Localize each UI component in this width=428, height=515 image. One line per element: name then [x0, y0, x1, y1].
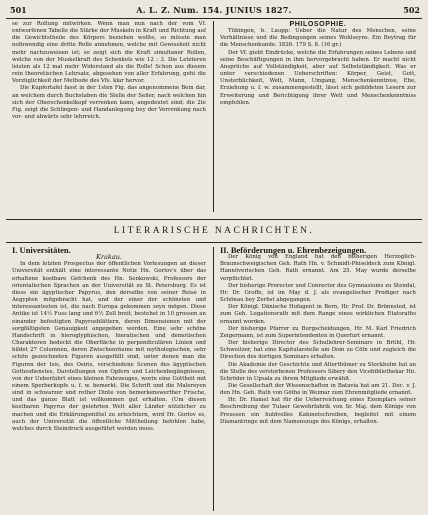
review-text: Der Vf. giebt Eindrücke, welche die Erfahrungen seines Lebens und seine Beschäftigungen in ihm hervorgebracht haben. Er macht nicht Ansprüche auf Vollständigkeit, aber auf Selbstständigkeit. Was er unter verschiedenen Ueberschriften: Körper, Geist, Gott, Unsterblichkeit, Welt, Mann, Umgang, Menschenkenntniss, Ehe, Erziehung u. f. w. zusammengestellt, lässt sich gebildeten Lesern zur Erweiterung und Berichtigung ihrer Welt und Menschenkenntniss empfehlen.: [220, 49, 416, 106]
page-number-right: 502: [403, 5, 420, 15]
philosophy-heading: PHILOSOPHIE.: [289, 21, 347, 28]
column-divider-bottom: [213, 247, 214, 511]
right-bottom-column: [220, 247, 416, 511]
universities-heading: I. Universitäten.: [12, 247, 71, 255]
notice: Die Gesellschaft der Wissenschaften in Batavia hat am 21. Dec. v. J. den Hn. Geh. Rath von Göthe in Weimar zum Ehrenmitgliede ernannt.: [220, 382, 416, 397]
section-rule-top: [6, 219, 422, 220]
review-citation: Tübingen, b. Laupp: Ueber die Natur des Menschen, seine Verhältnisse und die Bedingungen seines Wohlseyns. Ein Beytrag für die Menschenkunde. 1826. 179 S. 8. (16 gr.): [220, 28, 416, 49]
left-top-column: [12, 21, 206, 212]
right-top-column: [220, 21, 416, 212]
paragraph: In dem letzten Prospectus der öffentlichen Vorlesungen an dieser Universität enthält eine interessante Notiz Hn. Gorlov's über das erhaltene kostbare Gefchenk des Hn. Senkowski, Professors der orientalischen Sprachen an der Universität zu St. Petersburg. Es ist diess ein ägyptischer Papyrus, den derselbe von seiner Reise in Aegypten mitgebracht hat, und der einer der schönsten und interessantesten ist, die nach Europa gekommen seyn mögen. Diese Antike ist 14½ Fuss lang und 6½ Zoll breit, bestehet in 10 grossen an einander befestigten Papyrusblättern, deren Dimensionen mit der sorgfältigsten Genauigkeit angegeben werden. Eine sehr schöne Handschrift in hieroglyphischen, hieratischen und demotischen Charakteren bedeckt die Oberfläche in perpendiculären Linien und bildet 27 Columnen, deren Zwischenräume mit mythologischen, sehr schön gezeichneten Figuren ausgefüllt sind, unter denen man die Figuren der Isis, des Osiris, verschiedene Scenen des ägyptischen Gottesdienstes, Darstellungen von Opfern und Leichenbegängnissen, von der Ueberfahrt eines kleinen Fahrzeuges, worin eine Gottheit mit einem Sperberkopfe u. f. w. bemerkt. Die Schrift und die Malereyen sind in schwarzer und rother Dinte von bemerkenswerther Frische, und das ganze Blatt ist vollkommen gut erhalten. (Um diesen kostbaren Papyrus der gelehrten Welt aller Länder nützlicher zu machen und die Erklärungsmittel zu erleichtern, wird Hr. Gorlov es, auch der Universität die öffentliche Mittheilung befohlen habe, welches durch Steindruck ausgeführt werden muss.: [12, 261, 206, 432]
promotions-heading: II. Beförderungen u. Ehrenbezeigungen.: [220, 247, 367, 255]
notice: Der bisherige Prorector und Conrector des Gymnasiums zu Stendal, Hr. Dr. Groffe, ist im May d. J. als evangelischer Prediger nach Schönau bey Zerbst abgegangen.: [220, 282, 416, 304]
section-title: LITERARISCHE NACHRICHTEN.: [113, 226, 315, 236]
notice: Hr. Dr. Hamel hat für die Ueberreichung eines Exemplars seiner Beschreibung der Tulaer Gewehrfabrik von Sr. Maj. dem Könige von Preussen ein huldvolles Kabinetschreiben, begleitet mit einem Diamantringe mit dem Namenszuge des Königs, erhalten.: [220, 397, 416, 425]
paragraph: Die Kupfertafel fasst in der 1sten Fig. das angenommene Bein dar, an welchem durch Buchstaben die Stelle der Seiler, nach welchen hin sich der Oberschenkelkopf verrenken kann, angedeutet sind; die 2te Fig. zeigt die Schlingen- und Handanlegung bey der Verrenkung nach vor- und abwärts sehr lehrreich.: [12, 85, 206, 121]
header-rule: [6, 18, 422, 19]
journal-title: A. L. Z. Num. 154. JUNIUS 1827.: [136, 5, 292, 15]
notice: Der Königl. Dänische Hofagent in Bern, Hr. Prof. Dr. Brönnsted, ist zum Geh. Legationsrath mit dem Range eines wirklichen Etatsraths ernannt worden.: [220, 304, 416, 325]
city-heading: Krakau.: [96, 253, 122, 262]
section-rule-bottom: [6, 242, 422, 243]
column-divider-top: [213, 21, 214, 212]
notice: Der bisherige Director des Schullehrer-Seminars in Brühl, Hr. Schweitzer, hat eine Kapitularstelle am Dom zu Cöln und zugleich die Direction des dortigen Seminars erhalten.: [220, 340, 416, 361]
left-bottom-column: [12, 247, 206, 511]
notice: Die Akademie der Geschichte und Alterthümer zu Stockholm hat an die Stelle des verstorbenen Professors Sibery den Vicebibliothekar Hn. Schröder in Upsala zu ihrem Mitgliede erwählt.: [220, 361, 416, 382]
page-number-left: 501: [10, 5, 27, 15]
paragraph: se zur Rollung mitwirken. Wenn man nun nach der vom Vf. entworfenen Tabelle die Stärke der Muskeln in Kraft und Richtung auf die Gewichtstheile des Körpers beziehen wollte, so müsste man nothwendig eine dritte Rolle annehmen, welche mit Gewissheit nicht mehr nachzuweisen ist; so zeigt sich die Kraft simultaner Rollen, welche von der Muskelkraft des Schenkels wie 12 : 3. Die Letzteren leisten als 12 mal mehr Widerstand als die Rolle! Schon aus diesem rein theoretischen Lehrsatz, abgesehen von aller Erfahrung, geht die Vorzüglichkeit der Methode des Vfs. klar hervor.: [12, 21, 206, 85]
page-header: [6, 5, 422, 17]
notice: Der bisherige Pfarrer zu Burgscheidungen, Hr. M. Karl Friedrich Zeigermann, ist zum Superintendenten in Querfurt ernannt.: [220, 325, 416, 339]
notice: Der König von England hat den bisherigen Herzoglich-Braunschweigischen Geh. Rath Hn. v. Schmidt-Phiseldeck zum Königl. Hannöverischen Geh. Rath ernannt. Am 25. May wurde derselbe verpflichtet.: [220, 254, 416, 282]
